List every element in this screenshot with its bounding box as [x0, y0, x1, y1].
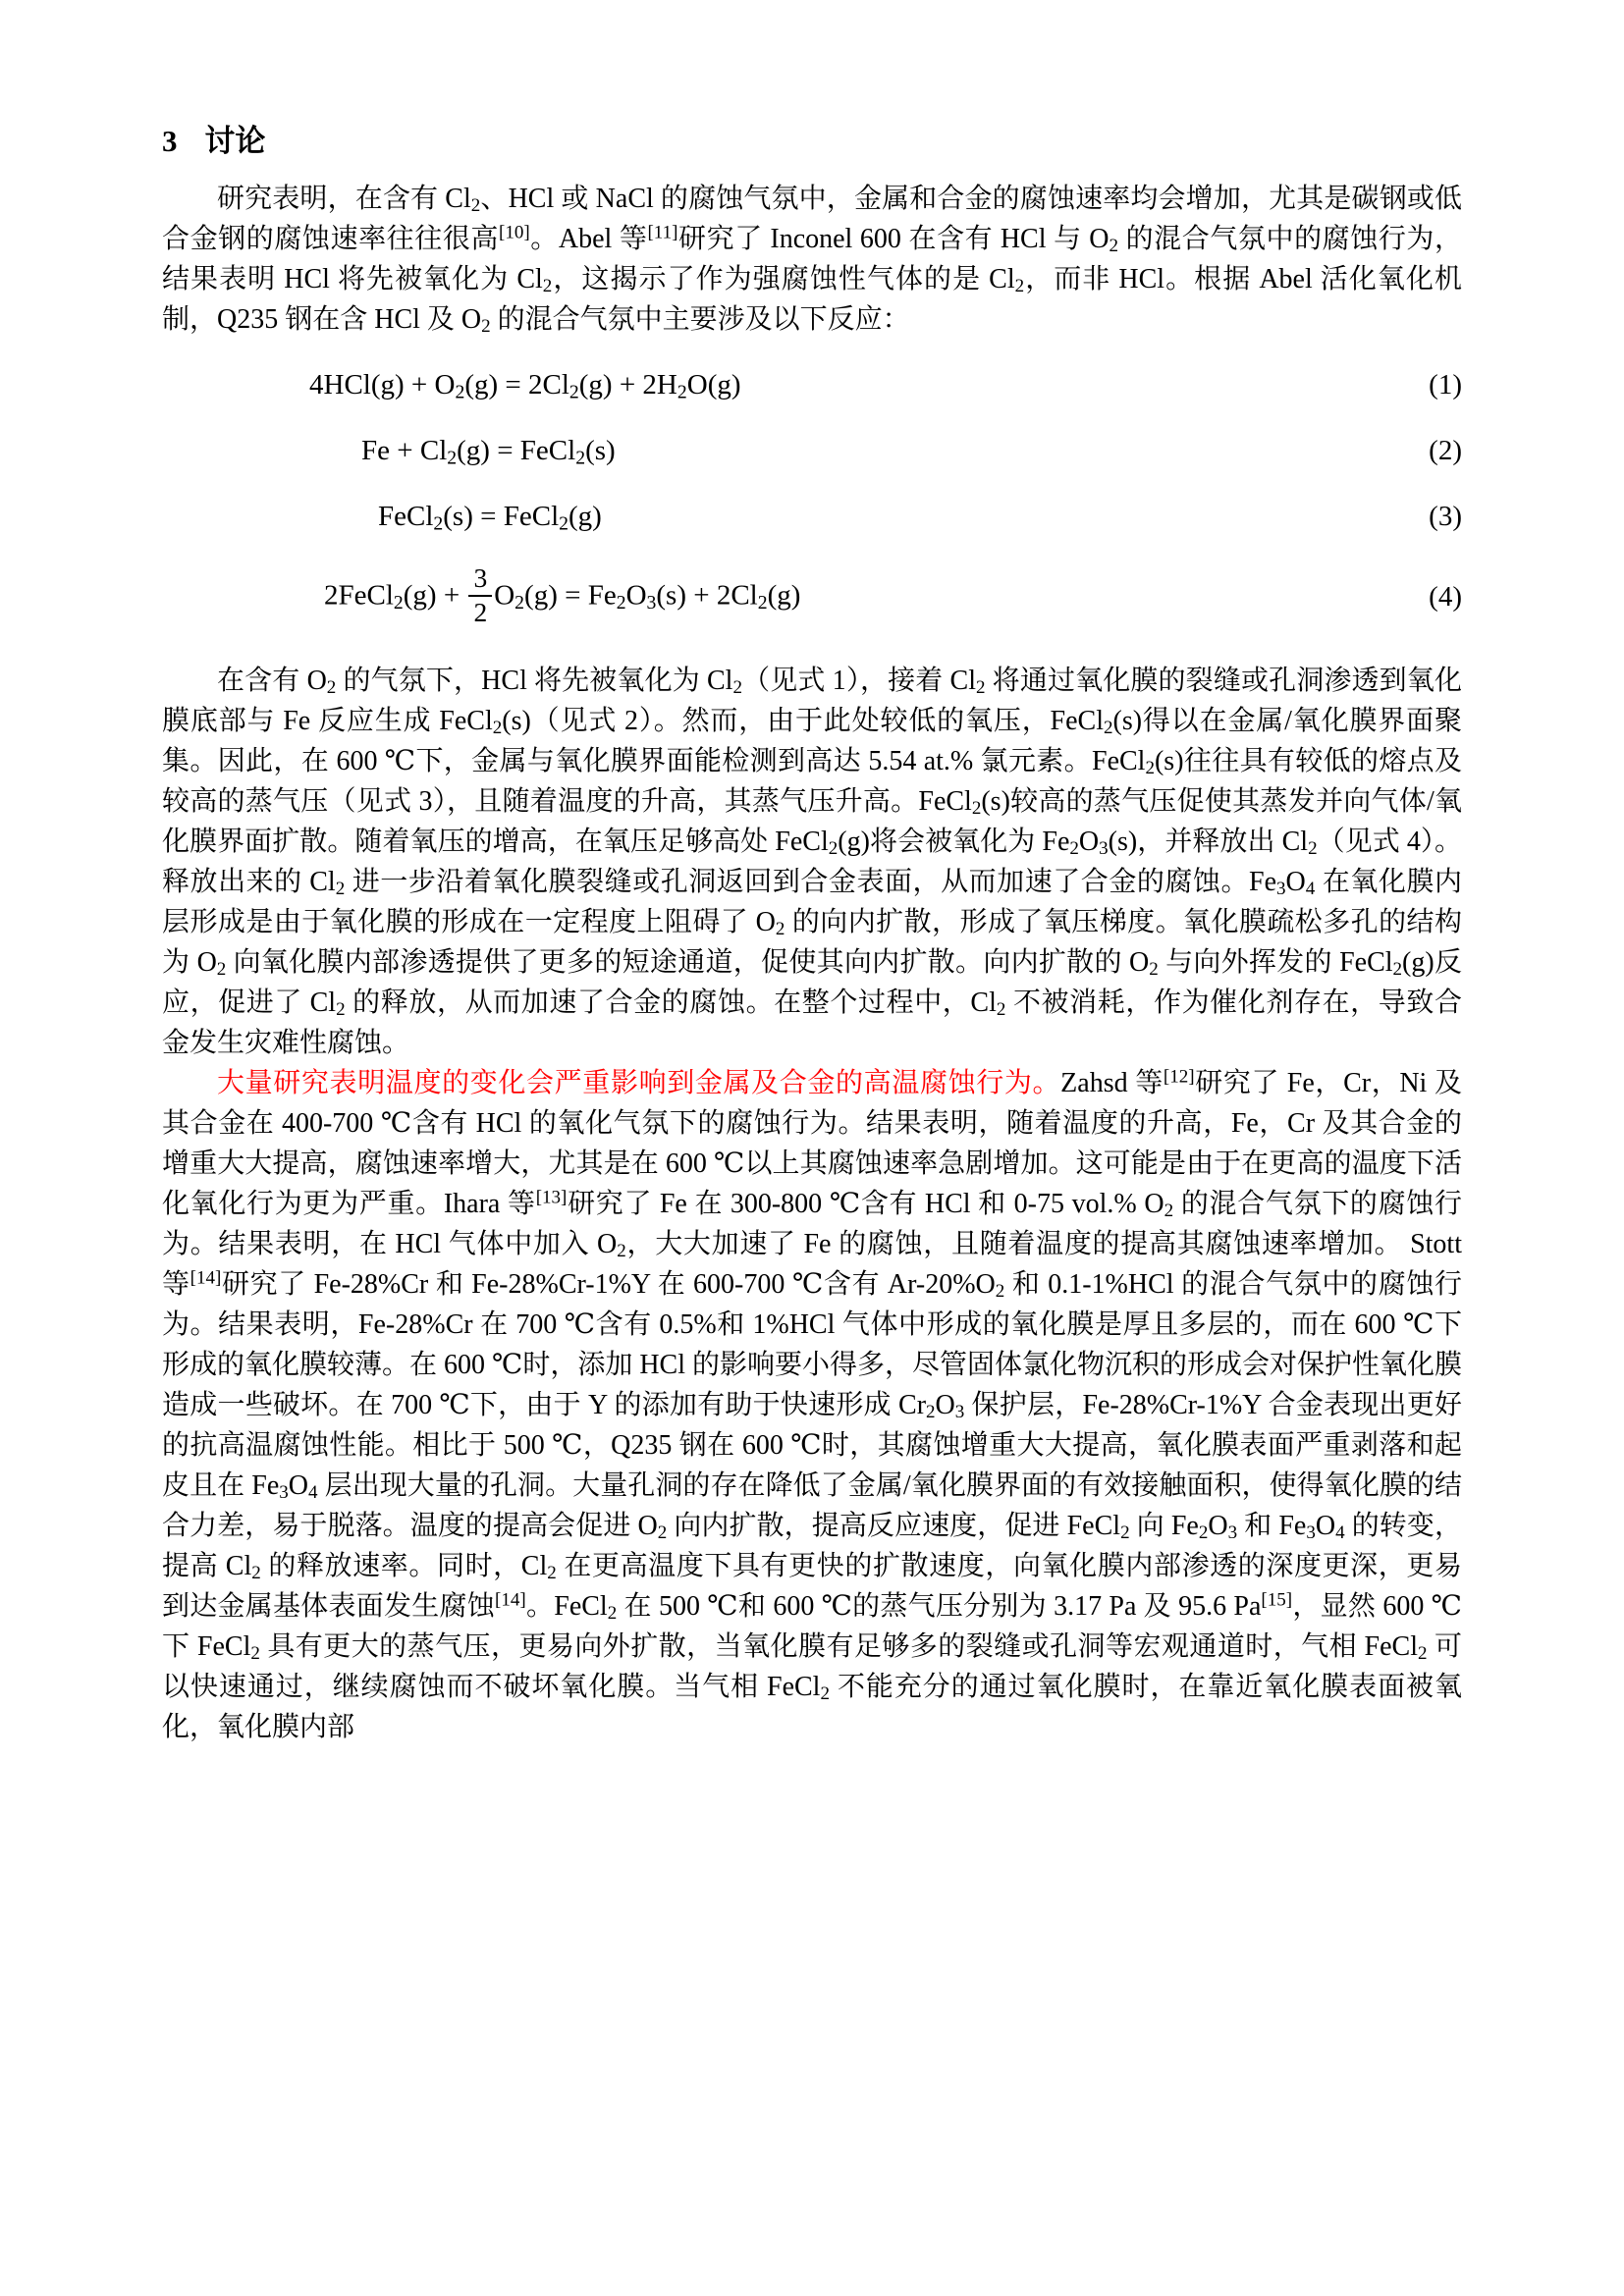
paragraph-intro: 研究表明，在含有 $Cl_2$、HCl 或 NaCl 的腐蚀气氛中，金属和合金的腐蚀速率均会增加，尤其是碳钢或低合金钢的腐蚀速率往往很高[10]。Abel 等[11]研究了 Inconel 600 在含有 HCl 与 $O_2$ 的混合气氛中的腐蚀行为，结果表明 HCl 将先被氧化为 $Cl_2$，这揭示了作为强腐蚀性气体的是 $Cl_2$，而非 HCl。根据 Abel 活化氧化机制，Q235 钢在含 HCl 及 $O_2$ 的混合气氛中主要涉及以下反应： — [162, 184, 1462, 338]
equation-1-formula: $4HCl(g) + O_2(g) = 2Cl_2(g) + 2H_2O(g)$ — [309, 369, 741, 403]
equation-1-number: (1) — [1429, 369, 1462, 400]
equation-2 — [162, 431, 1462, 471]
section-number: 3 — [162, 124, 178, 158]
equation-3-formula: FeCl$_2$(s) = FeCl$_2$(g) — [378, 501, 602, 535]
equation-4-formula: 2FeCl$_2$(g) + $\frac{3}{2}$ $O_2(g) = Fe_2O_3(s) + 2Cl_2(g)$ — [324, 562, 801, 627]
equation-4-number: (4) — [1429, 581, 1462, 614]
equation-3-number: (3) — [1429, 501, 1462, 532]
section-heading — [162, 120, 1462, 163]
equation-2-formula: $Fe + Cl_2(g)$ = FeCl$_2$(s) — [361, 435, 616, 469]
equation-1 — [162, 365, 1462, 405]
fraction: $\frac{3}{2}$ — [468, 564, 492, 627]
equation-4 — [162, 562, 1462, 629]
section-title: 讨论 — [204, 124, 266, 158]
paragraph-mechanism: 在含有 $O_2$ 的气氛下，HCl 将先被氧化为 $Cl_2$（见式 1），接着 $Cl_2$ 将通过氧化膜的裂缝或孔洞渗透到氧化膜底部与 Fe 反应生成 FeCl$_2$(s)（见式 2）。然而，由于此处较低的氧压，FeCl$_2$(s)得以在金属/氧化膜界面聚集。因此，在 600 ℃下，金属与氧化膜界面能检测到高达 5.54 at.% 氯元素。FeCl$_2$(s)往往具有较低的熔点及较高的蒸气压（见式 3），且随着温度的升高，其蒸气压升高。FeCl$_2$(s)较高的蒸气压促使其蒸发并向气体/氧化膜界面扩散。随着氧压的增高，在氧压足够高处 FeCl$_2$(g)将会被氧化为 $Fe_2O_3(s)$，并释放出 $Cl_2$（见式 4）。释放出来的 $Cl_2$ 进一步沿着氧化膜裂缝或孔洞返回到合金表面，从而加速了合金的腐蚀。$Fe_3O_4$ 在氧化膜内层形成是由于氧化膜的形成在一定程度上阻碍了 $O_2$ 的向内扩散，形成了氧压梯度。氧化膜疏松多孔的结构为 $O_2$ 向氧化膜内部渗透提供了更多的短途通道，促使其向内扩散。向内扩散的 $O_2$ 与向外挥发的 FeCl$_2$(g)反应，促进了 $Cl_2$ 的释放，从而加速了合金的腐蚀。在整个过程中，$Cl_2$ 不被消耗，作为催化剂存在，导致合金发生灾难性腐蚀。 — [162, 665, 1463, 1058]
equation-3 — [162, 497, 1462, 537]
equation-2-number: (2) — [1429, 435, 1462, 466]
paragraph-temperature: 大量研究表明温度的变化会严重影响到金属及合金的高温腐蚀行为。Zahsd 等[12]研究了 Fe，Cr，Ni 及其合金在 400-700 ℃含有 HCl 的氧化气氛下的腐蚀行为。结果表明，随着温度的升高，Fe，Cr 及其合金的增重大大提高，腐蚀速率增大，尤其是在 600 ℃以上其腐蚀速率急剧增加。这可能是由于在更高的温度下活化氧化行为更为严重。Ihara 等[13]研究了 Fe 在 300-800 ℃含有 HCl 和 0-75 vol.% $O_2$ 的混合气氛下的腐蚀行为。结果表明，在 HCl 气体中加入 $O_2$，大大加速了 Fe 的腐蚀，且随着温度的提高其腐蚀速率增加。 Stott 等[14]研究了 Fe-28%Cr 和 Fe-28%Cr-1%Y 在 600-700 ℃含有 $Ar-20\%O_2$ 和 0.1-1%HCl 的混合气氛中的腐蚀行为。结果表明，Fe-28%Cr 在 700 ℃含有 0.5%和 1%HCl 气体中形成的氧化膜是厚且多层的，而在 600 ℃下形成的氧化膜较薄。在 600 ℃时，添加 HCl 的影响要小得多，尽管固体氯化物沉积的形成会对保护性氧化膜造成一些破坏。在 700 ℃下，由于 Y 的添加有助于快速形成 $Cr_2O_3$ 保护层，Fe-28%Cr-1%Y 合金表现出更好的抗高温腐蚀性能。相比于 500 ℃，Q235 钢在 600 ℃时，其腐蚀增重大大提高，氧化膜表面严重剥落和起皮且在 $Fe_3O_4$ 层出现大量的孔洞。大量孔洞的存在降低了金属/氧化膜界面的有效接触面积，使得氧化膜的结合力差，易于脱落。温度的提高会促进 $O_2$ 向内扩散，提高反应速度，促进 FeCl$_2$ 向 $Fe_2O_3$ 和 $Fe_3O_4$ 的转变，提高 $Cl_2$ 的释放速率。同时，$Cl_2$ 在更高温度下具有更快的扩散速度，向氧化膜内部渗透的深度更深，更易到达金属基体表面发生腐蚀[14]。FeCl$_2$ 在 500 ℃和 600 ℃的蒸气压分别为 3.17 Pa 及 95.6 Pa[15]，显然 600 ℃下 FeCl$_2$ 具有更大的蒸气压，更易向外扩散，当氧化膜有足够多的裂缝或孔洞等宏观通道时，气相 FeCl$_2$ 可以快速通过，继续腐蚀而不破坏氧化膜。当气相 FeCl$_2$ 不能充分的通过氧化膜时，在靠近氧化膜表面被氧化，氧化膜内部 — [162, 1066, 1463, 1742]
